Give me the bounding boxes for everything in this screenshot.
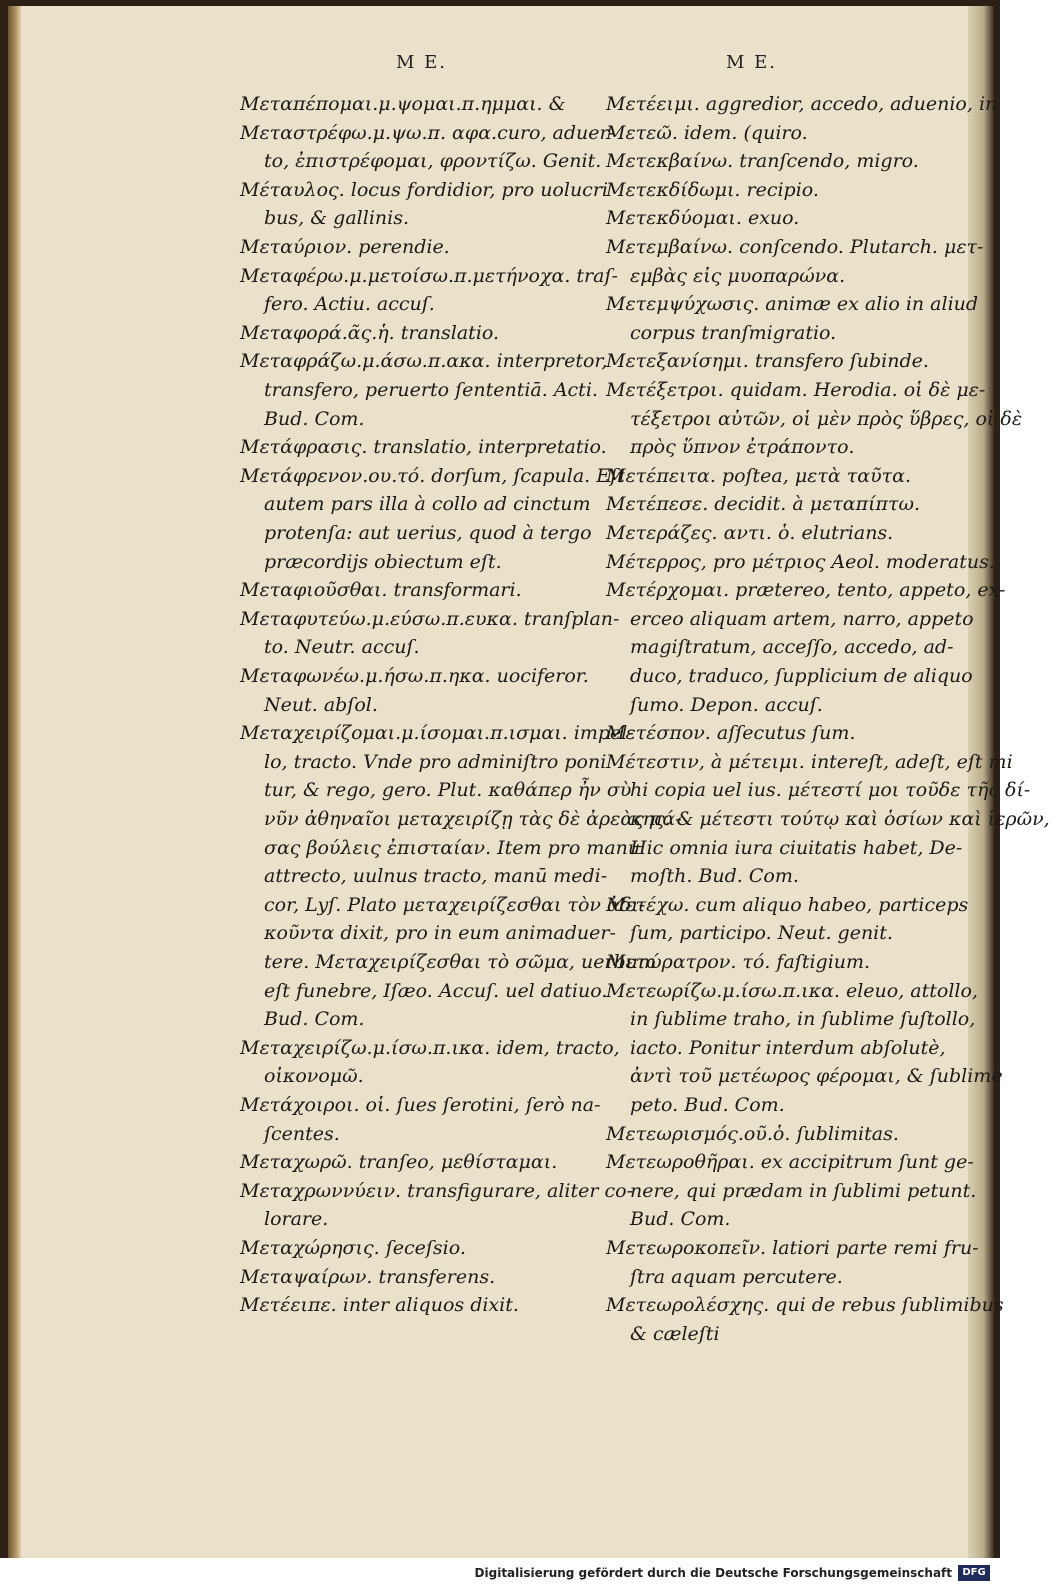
funding-notice: Digitalisierung gefördert durch die Deutsche Forschungsgemeinschaft [474,1566,952,1580]
text-line: magiſtratum, acceſſo, accedo, ad- [630,636,954,659]
text-line: cor, Lyſ. Plato μεταχειρίζεσθαι τὸν ἀδι- [264,893,646,916]
text-line: Bud. Com. [264,407,365,430]
text-line: bus, & gallinis. [264,207,410,230]
text-line: Μετέπεσε. decidit. à μεταπίπτω. [606,493,921,516]
text-line: κης. & μέτεστι τούτῳ καὶ ὁσίων καὶ ἱερῶν, [630,808,1050,830]
running-head-right: M E. [726,52,778,73]
text-line: Μετέσπον. aſſecutus ſum. [606,722,856,745]
text-line: protenſa: aut uerius, quod à tergo [264,522,592,544]
text-line: Μετέχω. cum aliquo habeo, particeps [606,893,969,916]
text-line: to. Neutr. accuſ. [264,636,420,659]
text-line: ſum, participo. Neut. genit. [630,922,893,945]
text-line: Μετεμψύχωσις. animæ ex alio in aliud [606,293,979,316]
text-line: præcordijs obiectum eſt. [264,550,502,573]
text-line: Μεταψαίρων. transferens. [240,1265,496,1288]
text-line: tere. Μεταχειρίζεσθαι τὸ σῶμα, uerbum [264,951,656,973]
text-line: transfero, peruerto ſententiā. Acti. [264,379,598,401]
text-line: Hic omnia iura ciuitatis habet, De- [630,836,963,859]
text-line: tur, & rego, gero. Plut. καθάπερ ἦν σὺ [264,779,632,802]
text-line: lorare. [264,1208,329,1231]
text-line: Μετεκβαίνω. tranſcendo, migro. [606,150,919,173]
text-line: πρὸς ὕπνον ἐτράποντο. [630,436,855,459]
text-line: Μετεμβαίνω. conſcendo. Plutarch. μετ- [606,236,984,258]
text-line: autem pars illa à collo ad cinctum [264,493,591,516]
text-line: hi copia uel ius. μέτεστί μοι τοῦδε τῆς δί- [630,779,1031,802]
text-line: Μεταχώρησις. ſeceſsio. [240,1237,466,1259]
dfg-logo: DFG [958,1565,990,1581]
text-line: Μετεωρισμός.οῦ.ὁ. ſublimitas. [606,1122,899,1145]
text-line: Bud. Com. [264,1008,365,1031]
text-line: εμβὰς εἰς μυοπαρώνα. [630,264,846,287]
text-line: Μέτερρος, pro μέτριος Aeol. moderatus. [606,550,995,573]
text-line: Μέταυλος. locus fordidior, pro uolucri [240,178,608,201]
footer-bar [0,1558,1000,1592]
text-line: Μεταπέπομαι.μ.ψομαι.π.ημμαι. & [240,93,566,115]
text-line: attrecto, uulnus tracto, manū medi- [264,865,608,888]
text-line: fero. Actiu. accuſ. [264,293,435,316]
text-line: Μετεῶ. idem. (quiro. [606,121,808,144]
text-line: eſt funebre, Iſæo. Accuſ. uel datiuo. [264,979,608,1002]
text-line: Bud. Com. [630,1208,731,1231]
text-line: Μεταφράζω.μ.άσω.π.ακα. interpretor, [240,350,608,373]
text-line: Μετεωρολέσχης. qui de rebus ſublimibus [606,1294,1004,1317]
text-line: σας βούλεις ἐπισταίαν. Item pro manu [264,836,641,859]
text-line: Μετέξετροι. quidam. Herodia. οἱ δὲ με- [606,379,986,401]
text-line: Μετάφρενον.ου.τό. dorſum, ſcapula. Eſt [240,464,625,487]
text-line: Μεταφυτεύω.μ.εύσω.π.ευκα. tranſplan- [240,607,620,630]
text-line: Μετεκδύομαι. exuo. [606,207,800,230]
text-line: Μεταφιοῦσθαι. transformari. [240,579,522,602]
text-line: in ſublime traho, in ſublime ſuſtollo, [630,1008,976,1031]
text-line: νῦν ἀθηναῖοι μεταχειρίζῃ τὰς δὲ ἀρεὰς πά- [264,808,682,830]
text-line: Μεταχωρῶ. tranſeo, μεθίσταμαι. [240,1151,558,1174]
text-line: & cæleſti [630,1322,720,1345]
text-line: Μετάφρασις. translatio, interpretatio. [240,436,607,459]
text-line: Μετεράζες. αντι. ὁ. elutrians. [606,522,894,544]
text-line: Μετεκδίδωμι. recipio. [606,178,819,201]
text-line: Μεταφωνέω.μ.ήσω.π.ηκα. uociferor. [240,665,589,687]
text-line: Μετεξανίσημι. transfero ſubinde. [606,350,929,373]
text-line: οἰκονομῶ. [264,1065,364,1088]
text-line: Neut. abſol. [264,693,378,716]
page-left-edge [8,6,22,1558]
text-line: to, ἐπιστρέφομαι, φροντίζω. Genit. [264,150,602,173]
text-line: duco, traduco, ſupplicium de aliquo [630,665,973,687]
text-line: Μετώρατρον. τό. faſtigium. [606,951,871,973]
text-line: erceo aliquam artem, narro, appeto [630,607,974,630]
text-line: Μεταύριον. perendie. [240,236,450,258]
text-line: ſumo. Depon. accuſ. [630,693,823,716]
text-line: ſcentes. [264,1122,340,1145]
text-line: iacto. Ponitur interdum abſolutè, [630,1036,946,1059]
text-line: nere, qui prædam in ſublimi petunt. [630,1179,977,1202]
text-line: Μετέειμι. aggredior, accedo, aduenio, in [606,93,998,115]
text-line: lo, tracto. Vnde pro adminiſtro poni [264,750,607,773]
text-line: Μεταστρέφω.μ.ψω.π. αφα.curo, aduer- [240,121,616,144]
text-line: Μετεωρίζω.μ.ίσω.π.ικα. eleuo, attollo, [606,979,978,1002]
text-line: Μετέπειτα. poſtea, μετὰ ταῦτα. [606,464,912,487]
text-line: Μετέειπε. inter aliquos dixit. [240,1294,519,1317]
text-line: Μετέρχομαι. prætereo, tento, appeto, ex- [606,579,1006,602]
text-line: Μέτεστιν, à μέτειμι. intereſt, adeſt, eſt mi [606,750,1013,773]
text-line: moſth. Bud. Com. [630,865,799,888]
text-line: corpus tranſmigratio. [630,321,837,344]
text-line: peto. Bud. Com. [630,1094,785,1116]
text-line: Μεταχρωννύειν. transfigurare, aliter co- [240,1179,633,1202]
text-line: Μετεωροθῆραι. ex accipitrum ſunt ge- [606,1151,974,1174]
text-line: Μετάχοιροι. οἱ. ſues ſerotini, ſerò na- [240,1094,601,1116]
text-line: κοῦντα dixit, pro in eum animaduer- [264,922,616,945]
text-line: Μεταχειρίζω.μ.ίσω.π.ικα. idem, tracto, [240,1036,620,1059]
running-head-left: M E. [396,52,448,73]
text-line: Μεταχειρίζομαι.μ.ίσομαι.π.ισμαι. impel- [240,722,634,745]
text-line: Μετεωροκοπεῖν. latiori parte remi fru- [606,1237,979,1259]
text-line: ſtra aquam percutere. [630,1265,843,1288]
text-line: τέξετροι αὐτῶν, οἱ μὲν πρὸς ὕβρες, οἱ δὲ [630,407,1023,430]
text-line: Μεταφέρω.μ.μετοίσω.π.μετήνοχα. traſ- [240,264,618,287]
text-line: Μεταφορά.ᾶς.ἡ. translatio. [240,321,500,344]
text-line: ἀντὶ τοῦ μετέωρος φέρομαι, & ſublimè [630,1065,1003,1088]
book-page [8,6,1050,1558]
